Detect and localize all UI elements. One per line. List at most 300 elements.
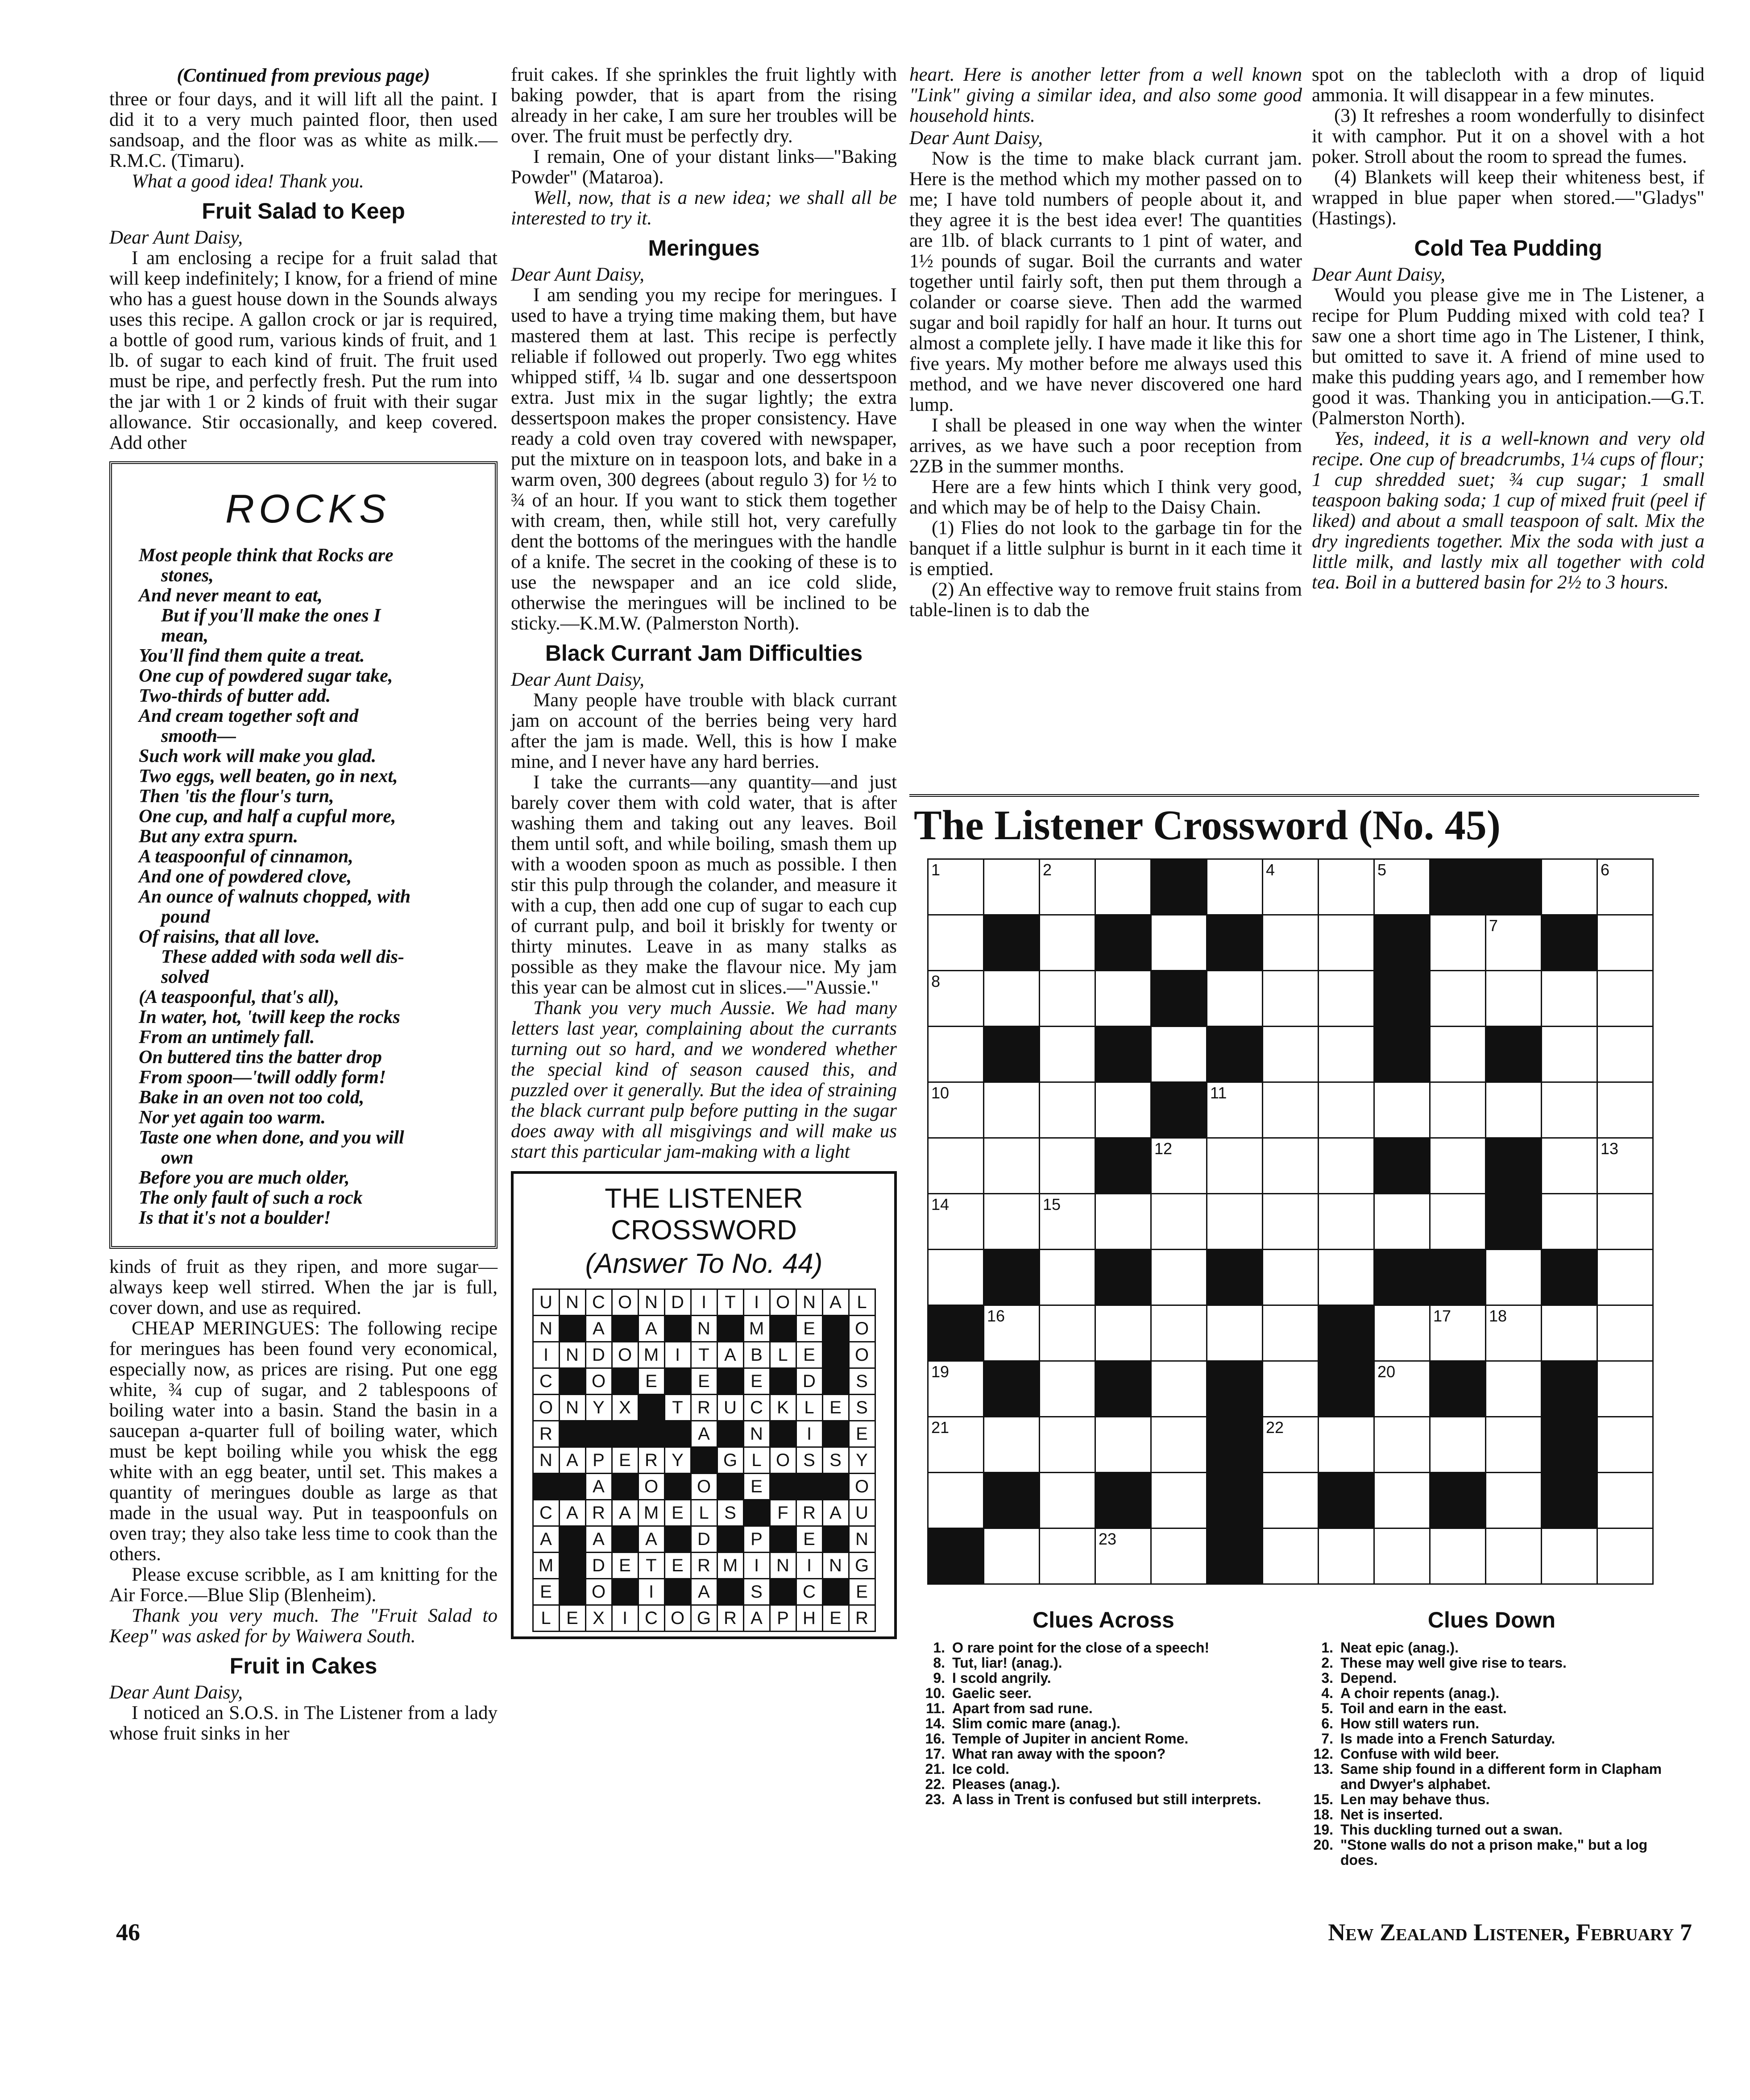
- clue-number: 7.: [1321, 1731, 1333, 1747]
- grid-cell[interactable]: [1430, 971, 1486, 1027]
- clue-number: 11.: [926, 1700, 945, 1716]
- grid-cell[interactable]: [1486, 1082, 1542, 1138]
- grid-cell[interactable]: [1597, 1417, 1653, 1473]
- poem-line: One cup of powdered sugar take,: [139, 666, 393, 686]
- clue-number: 15.: [1313, 1791, 1333, 1807]
- answer-cell: O: [533, 1395, 559, 1421]
- poem-line: An ounce of walnuts chopped, with: [139, 886, 411, 907]
- grid-cell[interactable]: [1040, 1138, 1095, 1194]
- clue: [909, 1761, 1298, 1777]
- answer-cell: O: [849, 1316, 875, 1342]
- grid-cell[interactable]: [1263, 971, 1319, 1027]
- clue-number: 2: [1043, 861, 1052, 879]
- grid-cell[interactable]: [1263, 1361, 1319, 1417]
- grid-cell[interactable]: [1095, 1528, 1151, 1584]
- grid-cell[interactable]: [1597, 1361, 1653, 1417]
- black-square: [1207, 1417, 1263, 1473]
- poem-line: And never meant to eat,: [139, 585, 323, 606]
- answer-cell: E: [822, 1395, 849, 1421]
- black-square: [559, 1421, 585, 1447]
- grid-cell[interactable]: [1151, 1361, 1207, 1417]
- grid-cell[interactable]: [1319, 971, 1374, 1027]
- grid-cell[interactable]: [1542, 859, 1597, 915]
- answer-cell: K: [770, 1395, 796, 1421]
- grid-cell[interactable]: [1319, 1417, 1374, 1473]
- black-square: [1486, 1138, 1542, 1194]
- answer-cell: C: [533, 1500, 559, 1526]
- grid-row: [928, 1305, 1653, 1361]
- answer-cell: O: [691, 1474, 717, 1500]
- black-square: [1486, 859, 1542, 915]
- column-2: [511, 65, 897, 1639]
- answer-cell: I: [638, 1579, 664, 1605]
- grid-cell[interactable]: [928, 1027, 984, 1082]
- grid-row: [928, 1250, 1653, 1305]
- clue-number: 19.: [1313, 1822, 1333, 1838]
- answer-cell: A: [822, 1289, 849, 1316]
- grid-cell[interactable]: [1597, 859, 1653, 915]
- grid-cell[interactable]: [1430, 1305, 1486, 1361]
- black-square: [822, 1342, 849, 1368]
- grid-cell[interactable]: [928, 1361, 984, 1417]
- answer-cell: D: [664, 1289, 691, 1316]
- grid-cell[interactable]: [928, 859, 984, 915]
- grid-cell[interactable]: [1430, 1528, 1486, 1584]
- answer-cell: A: [638, 1316, 664, 1342]
- grid-cell[interactable]: [1040, 1528, 1095, 1584]
- grid-cell[interactable]: [984, 1138, 1040, 1194]
- editor-reply: What a good idea! Thank you.: [132, 171, 364, 192]
- answer-row: [533, 1605, 875, 1632]
- answer-cell: E: [743, 1368, 770, 1395]
- clue-number: 21: [931, 1418, 950, 1437]
- grid-cell[interactable]: [1263, 1082, 1319, 1138]
- grid-cell[interactable]: [1263, 1138, 1319, 1194]
- answer-cell: A: [717, 1342, 743, 1368]
- grid-row: [928, 1361, 1653, 1417]
- black-square: [717, 1579, 743, 1605]
- grid-cell[interactable]: [1374, 1361, 1430, 1417]
- answer-cell: O: [770, 1289, 796, 1316]
- grid-cell[interactable]: [1319, 1082, 1374, 1138]
- grid-cell[interactable]: [1486, 971, 1542, 1027]
- grid-cell[interactable]: [1374, 1528, 1430, 1584]
- grid-cell[interactable]: [1374, 859, 1430, 915]
- grid-cell[interactable]: [1319, 859, 1374, 915]
- answer-cell: O: [612, 1289, 638, 1316]
- grid-cell[interactable]: [1207, 1305, 1263, 1361]
- grid-cell[interactable]: [1597, 1473, 1653, 1528]
- grid-cell[interactable]: [1319, 915, 1374, 971]
- grid-cell[interactable]: [1151, 1473, 1207, 1528]
- grid-cell[interactable]: [1486, 1473, 1542, 1528]
- grid-cell[interactable]: [1040, 1194, 1095, 1250]
- clue-number: 21.: [925, 1761, 945, 1777]
- grid-cell[interactable]: [928, 1194, 984, 1250]
- answer-row: [533, 1526, 875, 1553]
- answer-cell: E: [612, 1447, 638, 1474]
- grid-cell[interactable]: [1263, 1250, 1319, 1305]
- grid-cell[interactable]: [1486, 915, 1542, 971]
- answer-cell: D: [691, 1526, 717, 1553]
- clue-text: Tut, liar! (anag.).: [952, 1655, 1062, 1671]
- grid-cell[interactable]: [1430, 1082, 1486, 1138]
- grid-cell[interactable]: [984, 1528, 1040, 1584]
- paragraph: (4) Blankets will keep their whiteness best, if wrapped in blue paper when stored.—"Gladys" (Hastings).: [1312, 167, 1704, 229]
- black-square: [770, 1368, 796, 1395]
- answer-cell: I: [743, 1553, 770, 1579]
- paragraph: fruit cakes. If she sprinkles the fruit lightly with baking powder, that is apart from the rising already in her cake, I am sure her troubles will be over. The fruit must be perfectly dry.: [511, 64, 897, 147]
- grid-cell[interactable]: [1095, 1305, 1151, 1361]
- answer-row: [533, 1316, 875, 1342]
- grid-cell[interactable]: [1430, 1138, 1486, 1194]
- salutation: Dear Aunt Daisy,: [511, 264, 645, 285]
- grid-cell[interactable]: [1040, 1417, 1095, 1473]
- answer-cell: N: [559, 1395, 585, 1421]
- answer-cell: E: [822, 1605, 849, 1632]
- grid-cell[interactable]: [1486, 1528, 1542, 1584]
- clue-number: 14: [931, 1195, 950, 1214]
- answer-row: [533, 1579, 875, 1605]
- poem-line: In water, hot, 'twill keep the rocks: [139, 1007, 400, 1027]
- grid-cell[interactable]: [1040, 1361, 1095, 1417]
- poem-line: Taste one when done, and you will: [139, 1127, 404, 1148]
- black-square: [1151, 1082, 1207, 1138]
- clue-text: These may well give rise to tears.: [1340, 1655, 1567, 1671]
- answer-cell: A: [638, 1526, 664, 1553]
- paragraph: I remain, One of your distant links—"Baking Powder" (Mataroa).: [511, 146, 897, 188]
- clue: [1298, 1807, 1686, 1822]
- black-square: [796, 1474, 822, 1500]
- grid-cell[interactable]: [928, 971, 984, 1027]
- grid-cell[interactable]: [1374, 1473, 1430, 1528]
- grid-cell[interactable]: [1263, 1194, 1319, 1250]
- grid-cell[interactable]: [928, 1250, 984, 1305]
- grid-cell[interactable]: [1151, 1250, 1207, 1305]
- answer-row: [533, 1553, 875, 1579]
- grid-cell[interactable]: [1597, 1082, 1653, 1138]
- grid-cell[interactable]: [1374, 1194, 1430, 1250]
- grid-cell[interactable]: [1319, 1250, 1374, 1305]
- answer-cell: S: [717, 1500, 743, 1526]
- grid-row: [928, 859, 1653, 915]
- paragraph: (2) An effective way to remove fruit stains from table-linen is to dab the: [909, 579, 1302, 621]
- answer-cell: D: [796, 1368, 822, 1395]
- paragraph: Please excuse scribble, as I am knitting for the Air Force.—Blue Slip (Blenheim).: [109, 1564, 498, 1606]
- clue-number: 1.: [933, 1640, 945, 1656]
- grid-cell[interactable]: [1597, 1250, 1653, 1305]
- grid-cell[interactable]: [1095, 1082, 1151, 1138]
- answer-cell: A: [822, 1500, 849, 1526]
- black-square: [928, 1528, 984, 1584]
- grid-cell[interactable]: [984, 971, 1040, 1027]
- grid-cell[interactable]: [1207, 1082, 1263, 1138]
- section-heading: Meringues: [648, 236, 760, 261]
- crossword-grid: [927, 858, 1654, 1585]
- clue-text: Slim comic mare (anag.).: [952, 1715, 1121, 1731]
- grid-row: [928, 915, 1653, 971]
- clue-number: 14.: [925, 1715, 945, 1731]
- grid-cell[interactable]: [1542, 1305, 1597, 1361]
- black-square: [1319, 1473, 1374, 1528]
- grid-cell[interactable]: [1207, 859, 1263, 915]
- clue-number: 7: [1489, 916, 1498, 935]
- grid-cell[interactable]: [1374, 1082, 1430, 1138]
- grid-cell[interactable]: [1430, 1027, 1486, 1082]
- answer-cell: O: [585, 1368, 612, 1395]
- black-square: [638, 1421, 664, 1447]
- answer-cell: A: [585, 1316, 612, 1342]
- clue-number: 6: [1601, 861, 1610, 879]
- paragraph: Would you please give me in The Listener, a recipe for Plum Pudding mixed with cold tea? I saw one a short time ago in The Listener, I think, but omitted to save it. A friend of mine used to make this pudding years ago, and I remember how good it was. Thanking you in anticipation.—G.T. (Palmerston North).: [1312, 285, 1704, 429]
- black-square: [770, 1526, 796, 1553]
- clue: [1298, 1716, 1686, 1731]
- black-square: [612, 1368, 638, 1395]
- grid-cell[interactable]: [1040, 1305, 1095, 1361]
- clue-text: O rare point for the close of a speech!: [952, 1640, 1210, 1656]
- grid-cell[interactable]: [1319, 1194, 1374, 1250]
- grid-cell[interactable]: [1040, 1250, 1095, 1305]
- answer-row: [533, 1342, 875, 1368]
- grid-cell[interactable]: [1542, 971, 1597, 1027]
- poem-line: A teaspoonful of cinnamon,: [139, 846, 353, 867]
- answer-cell: F: [770, 1500, 796, 1526]
- section-heading: Cold Tea Pudding: [1414, 236, 1602, 261]
- grid-cell[interactable]: [1263, 1528, 1319, 1584]
- answer-cell: C: [638, 1605, 664, 1632]
- grid-cell[interactable]: [1486, 1305, 1542, 1361]
- black-square: [1486, 1027, 1542, 1082]
- grid-cell[interactable]: [1597, 1027, 1653, 1082]
- black-square: [533, 1474, 559, 1500]
- grid-cell[interactable]: [1151, 1417, 1207, 1473]
- answer-cell: N: [559, 1342, 585, 1368]
- crossword-title: The Listener Crossword (No. 45): [914, 802, 1501, 849]
- answer-cell: O: [612, 1342, 638, 1368]
- grid-cell[interactable]: [1542, 1528, 1597, 1584]
- clue: [1298, 1686, 1686, 1701]
- grid-cell[interactable]: [1486, 1417, 1542, 1473]
- clue-number: 12.: [1313, 1746, 1333, 1762]
- clue: [909, 1670, 1298, 1686]
- black-square: [984, 915, 1040, 971]
- grid-cell[interactable]: [984, 1082, 1040, 1138]
- answer-row: [533, 1395, 875, 1421]
- poem-line: smooth—: [161, 726, 236, 746]
- grid-cell[interactable]: [1597, 1138, 1653, 1194]
- answer-row: [533, 1421, 875, 1447]
- poem-line: Then 'tis the flour's turn,: [139, 786, 334, 807]
- grid-cell[interactable]: [1430, 1417, 1486, 1473]
- grid-cell[interactable]: [984, 1417, 1040, 1473]
- grid-cell[interactable]: [928, 1082, 984, 1138]
- grid-cell[interactable]: [1095, 859, 1151, 915]
- grid-cell[interactable]: [1319, 1027, 1374, 1082]
- answer-cell: U: [533, 1289, 559, 1316]
- clues-down-heading: Clues Down: [1427, 1607, 1556, 1632]
- answer-cell: I: [743, 1289, 770, 1316]
- black-square: [1095, 1361, 1151, 1417]
- column-1: [109, 65, 498, 1744]
- poem-line: stones,: [161, 565, 214, 586]
- black-square: [559, 1553, 585, 1579]
- clue-number: 20.: [1313, 1837, 1333, 1853]
- grid-cell[interactable]: [984, 1305, 1040, 1361]
- clue: [1298, 1731, 1686, 1746]
- grid-cell[interactable]: [1319, 1528, 1374, 1584]
- clue-text: A lass in Trent is confused but still interprets.: [952, 1791, 1261, 1807]
- grid-cell[interactable]: [1542, 1138, 1597, 1194]
- black-square: [1374, 1250, 1430, 1305]
- grid-cell[interactable]: [1374, 1305, 1430, 1361]
- grid-cell[interactable]: [1040, 1027, 1095, 1082]
- answer-cell: E: [664, 1500, 691, 1526]
- grid-cell[interactable]: [1597, 971, 1653, 1027]
- paragraph: Now is the time to make black currant jam. Here is the method which my mother passed on to me; I have told numbers of people about it, and they agree it is the best idea ever! The quantities are 1lb. of black currants to 1 pint of water, and 1½ pounds of sugar. Boil the currants and water together until fairly soft, then put them through a colander or coarse sieve. Then add the warmed sugar and boil rapidly for half an hour. It turns out almost a complete jelly. I have made it like this for five years. My mother before me always used this method, and we have never discovered one hard lump.: [909, 148, 1302, 415]
- grid-cell[interactable]: [1151, 915, 1207, 971]
- answer-cell: R: [691, 1395, 717, 1421]
- grid-cell[interactable]: [984, 859, 1040, 915]
- clue-number: 15: [1043, 1195, 1061, 1214]
- black-square: [717, 1316, 743, 1342]
- grid-cell[interactable]: [1263, 1027, 1319, 1082]
- clue-text: Toil and earn in the east.: [1340, 1700, 1507, 1716]
- grid-row: [928, 1528, 1653, 1584]
- black-square: [559, 1474, 585, 1500]
- clue-text: Temple of Jupiter in ancient Rome.: [952, 1731, 1189, 1747]
- grid-cell[interactable]: [1151, 1138, 1207, 1194]
- grid-cell[interactable]: [1263, 1305, 1319, 1361]
- clue-number: 2.: [1321, 1655, 1333, 1671]
- clue-number: 16: [987, 1307, 1005, 1325]
- crossword-section: [909, 794, 1699, 1868]
- grid-cell[interactable]: [1597, 1305, 1653, 1361]
- answer-cell: O: [585, 1579, 612, 1605]
- answer-cell: E: [612, 1553, 638, 1579]
- clue: [909, 1731, 1298, 1746]
- grid-cell[interactable]: [928, 1473, 984, 1528]
- grid-cell[interactable]: [984, 1194, 1040, 1250]
- grid-cell[interactable]: [1207, 1194, 1263, 1250]
- clue: [909, 1716, 1298, 1731]
- clue: [909, 1701, 1298, 1716]
- answer-cell: N: [743, 1421, 770, 1447]
- clue: [1298, 1761, 1686, 1792]
- paragraph: I noticed an S.O.S. in The Listener from a lady whose fruit sinks in her: [109, 1702, 498, 1744]
- clue-text: Net is inserted.: [1340, 1806, 1443, 1822]
- answer-cell: Y: [585, 1395, 612, 1421]
- grid-cell[interactable]: [1597, 915, 1653, 971]
- grid-cell[interactable]: [1430, 1194, 1486, 1250]
- grid-cell[interactable]: [1151, 1305, 1207, 1361]
- grid-cell[interactable]: [1040, 971, 1095, 1027]
- grid-cell[interactable]: [1263, 915, 1319, 971]
- editor-reply: Thank you very much Aussie. We had many letters last year, complaining about the currants turning out so hard, and we wondered whether the special kind of season caused this, and puzzled over it generally. But the idea of straining the black currant pulp before putting in the sugar does away with all misgivings and will make us start this particular jam-making with a light: [511, 998, 897, 1162]
- poem-line: Such work will make you glad.: [139, 746, 377, 766]
- clue-number: 9.: [933, 1670, 945, 1686]
- answer-cell: T: [691, 1342, 717, 1368]
- grid-cell[interactable]: [1486, 1361, 1542, 1417]
- black-square: [585, 1421, 612, 1447]
- grid-cell[interactable]: [1263, 859, 1319, 915]
- clue-number: 22.: [925, 1776, 945, 1792]
- paragraph: Here are a few hints which I think very good, and which may be of help to the Daisy Chain.: [909, 476, 1302, 518]
- grid-cell[interactable]: [1263, 1473, 1319, 1528]
- grid-cell[interactable]: [1542, 1027, 1597, 1082]
- grid-cell[interactable]: [1095, 971, 1151, 1027]
- grid-cell[interactable]: [928, 1417, 984, 1473]
- clue-number: 5: [1377, 861, 1387, 879]
- clue: [909, 1746, 1298, 1761]
- grid-cell[interactable]: [1040, 1473, 1095, 1528]
- clue-number: 23.: [925, 1791, 945, 1807]
- grid-cell[interactable]: [1040, 1082, 1095, 1138]
- grid-cell[interactable]: [928, 915, 984, 971]
- publication-footer: New Zealand Listener, February 7: [1328, 1919, 1692, 1946]
- salutation: Dear Aunt Daisy,: [909, 128, 1043, 149]
- black-square: [664, 1579, 691, 1605]
- grid-cell[interactable]: [1040, 859, 1095, 915]
- grid-cell[interactable]: [1597, 1528, 1653, 1584]
- answer-cell: A: [691, 1579, 717, 1605]
- clue-text: Len may behave thus.: [1340, 1791, 1490, 1807]
- answer-cell: L: [796, 1395, 822, 1421]
- grid-cell[interactable]: [1151, 1528, 1207, 1584]
- black-square: [1095, 1250, 1151, 1305]
- grid-cell[interactable]: [1319, 1138, 1374, 1194]
- grid-cell[interactable]: [1151, 1027, 1207, 1082]
- grid-cell[interactable]: [1597, 1194, 1653, 1250]
- grid-cell[interactable]: [1095, 1417, 1151, 1473]
- grid-cell[interactable]: [1151, 1194, 1207, 1250]
- grid-row: [928, 971, 1653, 1027]
- answer-cell: P: [585, 1447, 612, 1474]
- grid-cell[interactable]: [1207, 1138, 1263, 1194]
- black-square: [1095, 915, 1151, 971]
- black-square: [559, 1368, 585, 1395]
- grid-cell[interactable]: [1430, 915, 1486, 971]
- grid-cell[interactable]: [1040, 915, 1095, 971]
- answer-cell: N: [533, 1447, 559, 1474]
- black-square: [770, 1579, 796, 1605]
- poem-line: On buttered tins the batter drop: [139, 1047, 382, 1068]
- answer-cell: Y: [664, 1447, 691, 1474]
- answer-cell: I: [796, 1553, 822, 1579]
- poem-line: Of raisins, that all love.: [139, 927, 320, 947]
- grid-cell[interactable]: [1263, 1417, 1319, 1473]
- poem-line: But any extra spurn.: [139, 826, 299, 847]
- answer-cell: R: [638, 1447, 664, 1474]
- grid-cell[interactable]: [1374, 1417, 1430, 1473]
- poem-line: solved: [161, 967, 209, 987]
- answer-row: [533, 1447, 875, 1474]
- grid-cell[interactable]: [1486, 1250, 1542, 1305]
- clue-text: "Stone walls do not a prison make," but a log does.: [1340, 1837, 1648, 1868]
- black-square: [1207, 1361, 1263, 1417]
- answer-cell: O: [770, 1447, 796, 1474]
- answer-cell: R: [796, 1500, 822, 1526]
- answer-row: [533, 1500, 875, 1526]
- grid-cell[interactable]: [1207, 971, 1263, 1027]
- grid-cell[interactable]: [928, 1138, 984, 1194]
- answer-cell: E: [796, 1316, 822, 1342]
- answer-cell: E: [796, 1342, 822, 1368]
- poem-line: own: [161, 1147, 194, 1168]
- grid-cell[interactable]: [1542, 1082, 1597, 1138]
- grid-cell[interactable]: [1095, 1194, 1151, 1250]
- black-square: [664, 1368, 691, 1395]
- grid-cell[interactable]: [1542, 1194, 1597, 1250]
